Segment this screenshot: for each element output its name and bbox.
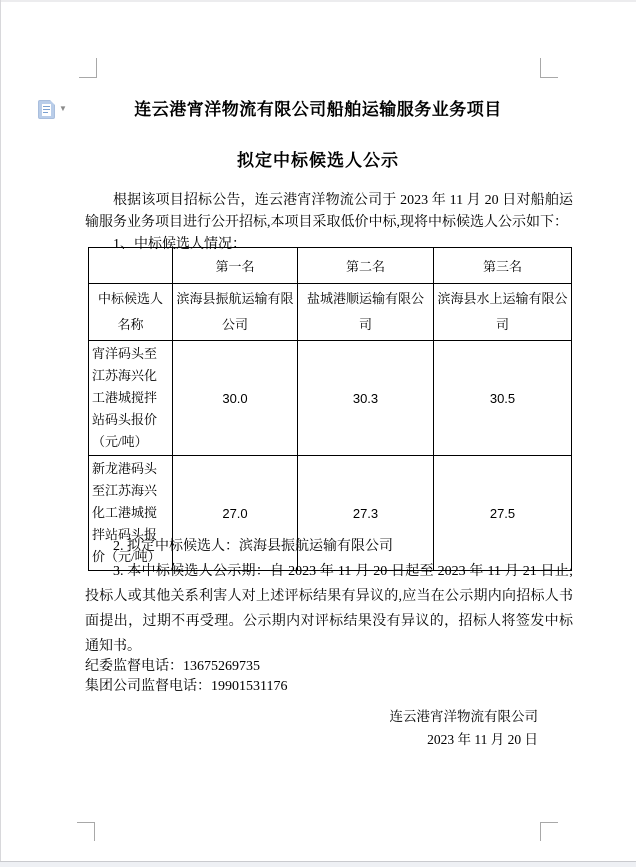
text-boundary-mark-top-left — [79, 58, 97, 78]
xiaoyang-price-candidate-2: 30.3 — [298, 341, 434, 456]
section-2-proposed-winner: 2. 拟定中标候选人：滨海县振航运输有限公司 — [113, 539, 393, 554]
xiaoyang-price-candidate-1: 30.0 — [173, 341, 298, 456]
document-subtitle: 拟定中标候选人公示 — [237, 151, 399, 170]
xiaoyang-price-candidate-3: 30.5 — [434, 341, 572, 456]
xinlonggang-price-candidate-2: 27.3 — [298, 456, 434, 571]
signature-date: 2023 年 11 月 20 日 — [427, 732, 538, 747]
page-left-edge — [0, 0, 1, 867]
signature-block — [390, 705, 539, 751]
page-bottom-edge — [0, 861, 636, 867]
xinlonggang-price-candidate-1: 27.0 — [173, 456, 298, 571]
header-cell-empty — [89, 248, 173, 284]
discipline-committee-phone: 纪委监督电话：13675269735 — [85, 659, 260, 674]
signature-company: 连云港宵洋物流有限公司 — [389, 709, 538, 724]
section-3-publicity-period: 3. 本中标候选人公示期：自 2023 年 11 月 20 日起至 2023 年 11 月 21 日止;投标人或其他关系利害人对上述评标结果有异议的,应当在公示期内向招标人书面提出，过期不再受理。公示期内对评标结果没有异议的，招标人将签发中标通知书。 — [85, 564, 573, 654]
intro-paragraph: 根据该项目招标公告，连云港宵洋物流公司于 2023 年 11 月 20 日对船舶运输服务业务项目进行公开招标,本项目采取低价中标,现将中标候选人公示如下： — [85, 193, 573, 230]
document-title: 连云港宵洋物流有限公司船舶运输服务业务项目 — [134, 100, 502, 119]
header-cell-third-place: 第三名 — [434, 248, 572, 284]
candidate-1-name: 滨海县振航运输有限公司 — [173, 284, 298, 341]
supervision-phones — [85, 657, 287, 696]
chevron-down-icon: ▼ — [59, 104, 67, 113]
row-label-xiaoyang-price: 宵洋码头至江苏海兴化工港城搅拌站码头报价（元/吨） — [89, 341, 173, 456]
page-top-edge — [0, 0, 636, 2]
bid-candidates-table — [88, 247, 572, 571]
candidate-2-name: 盐城港顺运输有限公司 — [298, 284, 434, 341]
table-row-price-xiaoyang — [89, 341, 572, 456]
section-1-heading: 1、中标候选人情况： — [113, 237, 246, 252]
header-cell-first-place: 第一名 — [173, 248, 298, 284]
text-boundary-mark-top-right — [540, 58, 558, 78]
text-boundary-mark-bottom-right — [540, 822, 558, 841]
table-row-candidate-names — [89, 284, 572, 341]
row-label-candidate-name: 中标候选人名称 — [89, 284, 173, 341]
text-boundary-mark-bottom-left — [77, 822, 95, 841]
group-company-phone: 集团公司监督电话：19901531176 — [85, 678, 288, 694]
row-label-xinlonggang-price: 新龙港码头至江苏海兴化工港城搅拌站码头报价（元/吨） — [89, 456, 173, 571]
table-header-row — [89, 248, 572, 284]
header-cell-second-place: 第二名 — [298, 248, 434, 284]
candidate-3-name: 滨海县水上运输有限公司 — [434, 284, 572, 341]
xinlonggang-price-candidate-3: 27.5 — [434, 456, 572, 571]
